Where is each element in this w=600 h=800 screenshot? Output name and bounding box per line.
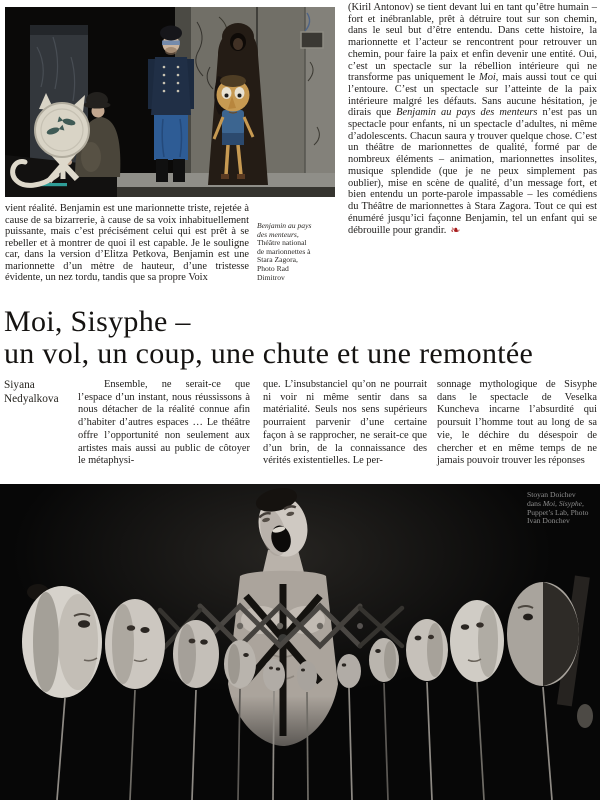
sisyphe-column-1: Ensemble, ne serait-ce que l’espace d’un instant, nous réussissons à nous détacher de la réalité connue afin d’habiter d’autres espaces … Le théâtre offre l’opportunité non seulement aux artistes mais aussi au public de côtoyer le métaphysi- [78,379,250,467]
stage-photo-benjamin [5,7,335,197]
mask-small-center-left [263,659,285,691]
benjamin-continuation-paragraph: vient réalité. Benjamin est une marionnette triste, rejetée à cause de sa bizarrerie, à cause de sa voix inhabituellement puissante, mais c’est précisément celui qui est prêt à se rebeller et à montrer de quoi il est capable. Je le souligne car, dans la version d’Elitza Petkova, Benjamin est une marionnette d’un mètre de hauteur, d’une tristesse évidente, un nez tordu, tandis que sa propre Voix [5,203,249,283]
benjamin-article-text: (Kiril Antonov) se tient devant lui en tant qu’être humain – fort et inébranlable, prêt à détruire tout sur son chemin, dans le seul but d’être entendu. Dans cette histoire, la marionnette et l’acteur se rencontrent pour retrouver un chemin, pour faire la paix et enfin devenir une entité. Oui, c’est un spectacle sur la rébellion intérieure qui ne transforme pas uniquement le Moi, mais aussi tout ce qui l’entoure. C’est un spectacle sur l’atteinte de la paix intérieure malgré les défauts. Sans aucune hésitation, je dirais que Benjamin au pays des menteurs n’est pas un spectacle pour enfants, ni un spectacle d’adultes, ni même d’adolescents. Chacun saura y trouver quelque chose. C’est un théâtre de marionnettes de qualité, formé par de nombreux éléments – animation, marionnettes insolites, musique splendide (que je ne peux simplement pas oublier), mise en scène de qualité, d’un message fort, et bien entendu un porte-parole impassable – les comédiens du Théâtre de marionnettes à Stara Zagora. Tout ce qui est énuméré jusqu’ici façonne Benjamin, tel un enfant qui se débrouille pour grandir. [348,2,598,237]
mask-6 [337,654,361,688]
end-of-article-icon: ❧ [450,223,461,238]
top-photo-caption: Benjamin au pays des menteurs, Théâtre national de marionnettes à Stara Zagora, Photo Rad Dimitrov [257,221,312,282]
headline-line-1: Moi, Sisyphe – [4,305,191,338]
byline-author: Siyana Nedyalkova [4,379,59,405]
sisyphe-column-2: que. L’insubstanciel qu’on ne pourrait ni voir ni même sentir dans sa matérialité. Seuls nos sens supérieurs pourraient parvenir d’une certaine façon à se rapprocher, ne serait-ce que d’un brin, de la connaissance des vérités existentielles. Le per- [263,379,427,467]
mask-7 [369,638,399,682]
stage-photo-illustration [5,7,335,197]
headline-line-2: un vol, un coup, une chute et une remontée [4,337,534,370]
wall-picture-frame [301,32,323,48]
mask-small-center-right [297,661,317,691]
mask-3 [173,620,219,688]
bottom-photo-caption: Stoyan Doichev dans Moi, Sisyphe, Puppet’s Lab, Photo Ivan Donchev [527,490,589,526]
mask-2 [105,599,165,689]
article-headline [4,306,598,370]
sisyphe-photo [0,484,600,800]
sisyphe-photo-illustration [0,484,600,800]
sisyphe-column-3: sonnage mythologique de Sisyphe dans le spectacle de Veselka Kuncheva incarne l’absurdité qui poursuit l’homme tout au long de sa vie, le déchire du désespoir de chercher et en même temps de ne jamais pouvoir trouver les réponses [437,379,597,467]
mask-8 [406,619,448,681]
mask-4 [224,640,256,688]
mask-9 [450,600,504,682]
benjamin-article-paragraph [348,2,597,237]
